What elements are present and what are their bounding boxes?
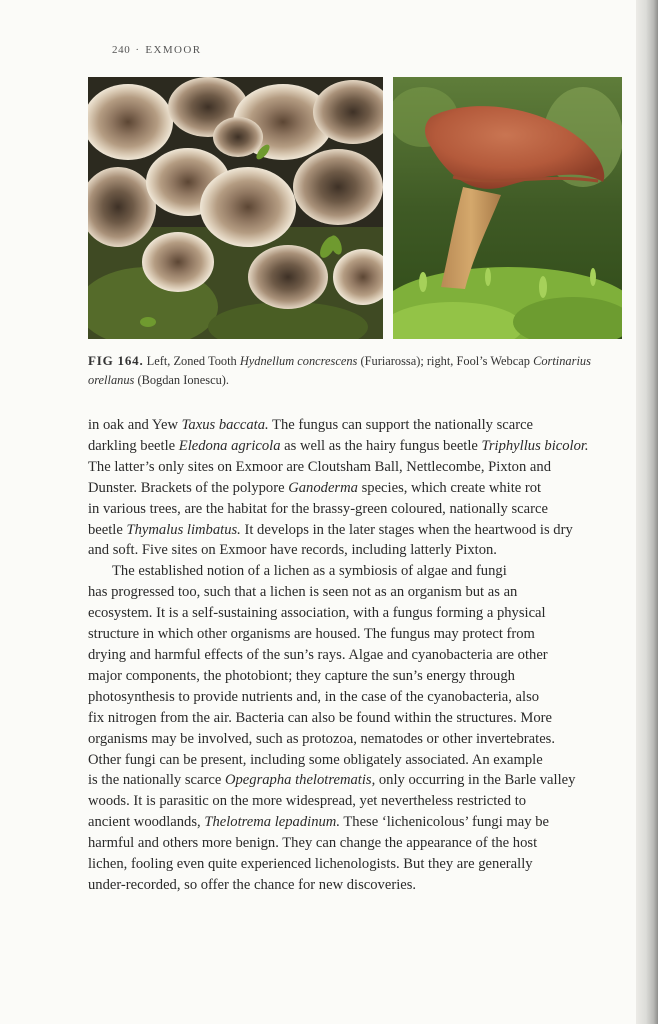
- text-line: photosynthesis to provide nutrients and, in the case of the cyanobacteria, also: [88, 688, 540, 705]
- text-line: fix nitrogen from the air. Bacteria can also be found within the structures. More: [88, 709, 553, 726]
- running-title: EXMOOR: [145, 44, 202, 56]
- book-spine-shadow: [636, 0, 658, 1024]
- text-line: ancient woodlands, Thelotrema lepadinum. These ‘lichenicolous’ fungi may be: [88, 814, 549, 831]
- text-line: in various trees, are the habitat for the brassy-green coloured, nationally scarce: [88, 500, 548, 517]
- caption-text: Left, Zoned Tooth: [146, 354, 240, 368]
- text-line: is the nationally scarce Opegrapha thelotrematis, only occurring in the Barle valley: [88, 772, 576, 789]
- text-line: Other fungi can be present, including some obligately associated. An example: [88, 751, 543, 768]
- caption-text: (Bogdan Ionescu).: [134, 373, 229, 387]
- text-line: drying and harmful effects of the sun’s rays. Algae and cyanobacteria are other: [88, 646, 548, 663]
- page-number: 240: [112, 44, 131, 56]
- caption-species: Cortinarius: [533, 354, 591, 368]
- figure-label: FIG 164.: [88, 353, 144, 368]
- text-line: beetle Thymalus limbatus. It develops in the later stages when the heartwood is dry: [88, 521, 573, 538]
- paragraph-start: The established notion of a lichen as a symbiosis of algae and fungi: [112, 563, 507, 580]
- caption-species: orellanus: [88, 373, 135, 387]
- fools-webcap-photo: [393, 77, 622, 339]
- text-line: structure in which other organisms are housed. The fungus may protect from: [88, 626, 535, 643]
- text-line: under-recorded, so offer the chance for new discoveries.: [88, 876, 417, 893]
- body-text: [88, 415, 620, 896]
- text-line: has progressed too, such that a lichen is seen not as an organism but as an: [88, 584, 518, 601]
- text-line: ecosystem. It is a self-sustaining association, with a fungus forming a physical: [88, 605, 546, 622]
- text-line: woods. It is parasitic on the more widespread, yet nevertheless restricted to: [88, 793, 527, 810]
- caption-species: Hydnellum concrescens: [239, 354, 358, 368]
- text-line: lichen, fooling even quite experienced lichenologists. But they are generally: [88, 856, 533, 873]
- text-line: major components, the photobiont; they capture the sun’s energy through: [88, 667, 515, 684]
- figure-caption: [88, 351, 628, 390]
- text-line: The latter’s only sites on Exmoor are Cloutsham Ball, Nettlecombe, Pixton and: [88, 458, 551, 475]
- caption-text: (Furiarossa); right, Fool’s Webcap: [357, 354, 534, 368]
- text-line: darkling beetle Eledona agricola as well as the hairy fungus beetle Triphyllus bicolor.: [88, 437, 589, 454]
- text-line: harmful and others more benign. They can change the appearance of the host: [88, 835, 538, 852]
- zoned-tooth-photo: [88, 77, 383, 339]
- text-line: in oak and Yew Taxus baccata. The fungus can support the nationally scarce: [88, 417, 534, 433]
- text-line: and soft. Five sites on Exmoor have records, including latterly Pixton.: [88, 542, 497, 559]
- header-separator: ·: [135, 44, 141, 56]
- text-line: Dunster. Brackets of the polypore Ganoderma species, which create white rot: [88, 479, 542, 496]
- text-line: organisms may be involved, such as protozoa, nematodes or other invertebrates.: [88, 730, 556, 747]
- running-header: [112, 44, 201, 56]
